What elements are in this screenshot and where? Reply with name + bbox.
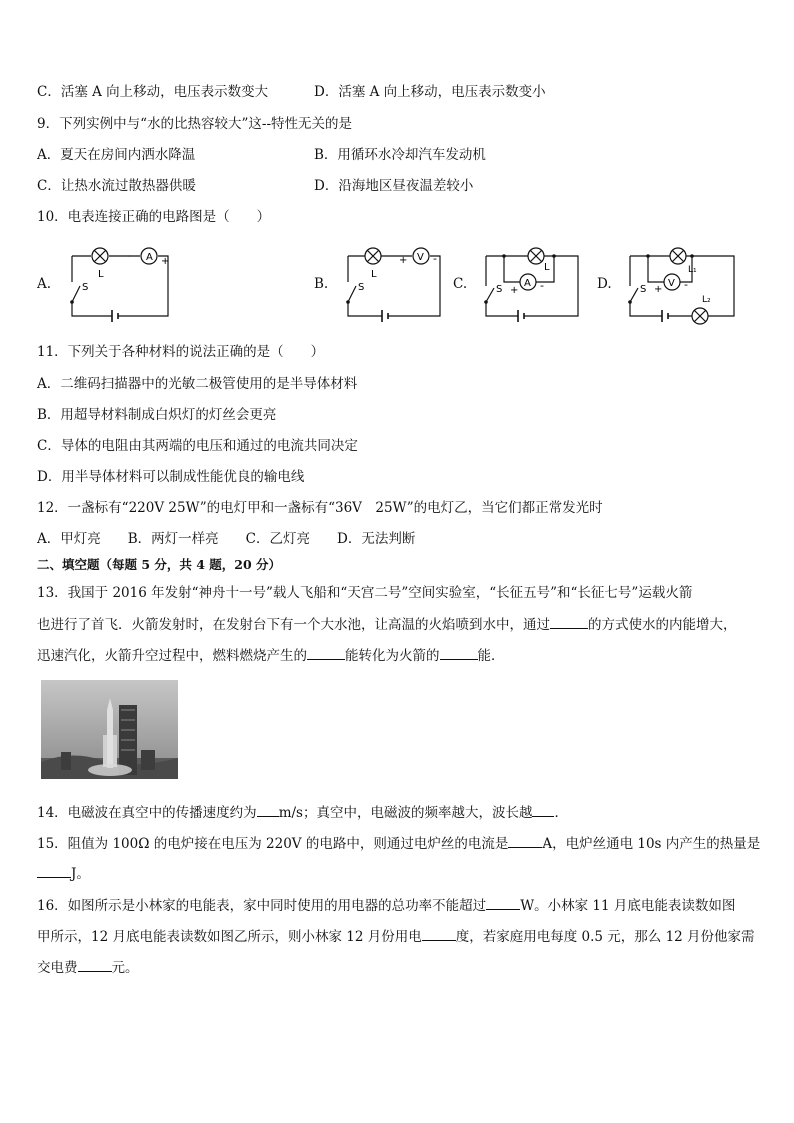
q14-text: ． (554, 805, 568, 821)
q13-line2 (37, 615, 737, 634)
switch-label: S (496, 284, 503, 295)
plus-sign: + (510, 285, 519, 296)
minus-sign: - (684, 278, 688, 291)
ammeter-label: A (524, 278, 531, 289)
q11-option-b: B．用超导材料制成白炽灯的灯丝会更亮 (37, 407, 277, 423)
voltmeter-label: V (668, 278, 675, 289)
q16-line3 (37, 958, 139, 977)
q12-options: A．甲灯亮 B．两灯一样亮 C．乙灯亮 D．无法判断 (37, 531, 416, 547)
lamp-label: L (98, 269, 104, 280)
circuit-diagram-b (336, 244, 451, 324)
q15-text: A，电炉丝通电 10s 内产生的热量是 (542, 836, 761, 852)
q16-line1 (37, 896, 735, 915)
answer-blank[interactable] (508, 834, 542, 848)
q10-label-d: D. (597, 276, 612, 292)
switch-icon (348, 286, 356, 302)
q13-text: 也进行了首飞．火箭发射时，在发射台下有一个大水池，让高温的火焰喷到水中，通过 (37, 617, 550, 633)
q8-option-d: D．活塞 A 向上移动，电压表示数变小 (314, 84, 546, 100)
switch-label: S (358, 282, 365, 293)
minus-sign: - (433, 252, 437, 265)
q13-line1: 13．我国于 2016 年发射“神舟十一号”载人飞船和“天宫二号”空间实验室，“长征五号”和“长征七号”运载火箭 (37, 585, 693, 601)
answer-blank[interactable] (440, 646, 478, 660)
q9-option-c: C．让热水流过散热器供暖 (37, 178, 196, 194)
minus-sign: - (540, 279, 544, 292)
q15-text: J。 (71, 866, 90, 882)
switch-icon (630, 288, 638, 302)
q16-text: 元。 (111, 960, 139, 976)
switch-icon (72, 286, 80, 302)
battery-icon (112, 310, 118, 322)
lamp-label: L (544, 262, 550, 273)
q13-text: 的方式使水的内能增大， (588, 617, 737, 633)
answer-blank[interactable] (550, 615, 588, 629)
q10-label-c: C. (453, 276, 468, 292)
battery-icon (382, 310, 388, 322)
lamp-label: L (371, 269, 377, 280)
answer-blank[interactable] (422, 927, 456, 941)
q13-text: 迅速汽化，火箭升空过程中，燃料燃烧产生的 (37, 648, 307, 664)
circuit-diagram-d (618, 244, 748, 326)
q15-line1 (37, 834, 760, 853)
q10-label-a: A. (37, 276, 52, 292)
circuit-diagram-c (474, 244, 589, 324)
q10-stem: 10．电表连接正确的电路图是（ ） (37, 209, 271, 225)
q16-line2 (37, 927, 755, 946)
ammeter-label: A (146, 252, 153, 263)
q11-stem: 11．下列关于各种材料的说法正确的是（ ） (37, 344, 325, 360)
q8-option-c: C．活塞 A 向上移动，电压表示数变大 (37, 84, 269, 100)
q12-stem: 12．一盏标有“220V 25W”的电灯甲和一盏标有“36V 25W”的电灯乙，当它们都正常发光时 (37, 500, 603, 516)
minus-sign: - (127, 249, 131, 262)
battery-icon (662, 310, 668, 322)
q14-line (37, 803, 568, 822)
q11-option-c: C．导体的电阻由其两端的电压和通过的电流共同决定 (37, 438, 358, 454)
q16-text: 交电费 (37, 960, 78, 976)
switch-label: S (82, 282, 89, 293)
q13-text: 能． (477, 648, 505, 664)
answer-blank[interactable] (486, 896, 520, 910)
answer-blank[interactable] (257, 803, 279, 817)
q9-stem: 9．下列实例中与“水的比热容较大”这--特性无关的是 (37, 116, 353, 132)
q14-text: 14．电磁波在真空中的传播速度约为 (37, 805, 257, 821)
plus-sign: + (161, 256, 170, 267)
q11-option-a: A．二维码扫描器中的光敏二极管使用的是半导体材料 (37, 376, 358, 392)
q9-option-b: B．用循环水冷却汽车发动机 (314, 147, 486, 163)
q13-line3 (37, 646, 505, 665)
q16-text: 甲所示，12 月底电能表读数如图乙所示，则小林家 12 月份用电 (37, 929, 422, 945)
q16-text: W。小林家 11 月底电能表读数如图 (520, 898, 736, 914)
switch-label: S (640, 284, 647, 295)
plus-sign: + (399, 255, 408, 266)
rocket-launch-photo (41, 680, 178, 779)
voltmeter-label: V (417, 252, 424, 263)
q10-label-b: B. (314, 276, 329, 292)
q11-option-d: D．用半导体材料可以制成性能优良的输电线 (37, 469, 305, 485)
q9-option-a: A．夏天在房间内洒水降温 (37, 147, 196, 163)
answer-blank[interactable] (37, 864, 71, 878)
lamp-l1-label: L₁ (688, 265, 697, 275)
q15-line2 (37, 864, 90, 883)
answer-blank[interactable] (78, 958, 112, 972)
lamp-l2-label: L₂ (702, 295, 711, 305)
battery-icon (518, 310, 524, 322)
q16-text: 度，若家庭用电每度 0.5 元，那么 12 月份他家需 (455, 929, 755, 945)
q13-text: 能转化为火箭的 (345, 648, 440, 664)
q16-text: 16．如图所示是小林家的电能表，家中同时使用的用电器的总功率不能超过 (37, 898, 487, 914)
plus-sign: + (654, 284, 663, 295)
circuit-diagram-a (60, 244, 180, 324)
q15-text: 15．阻值为 100Ω 的电炉接在电压为 220V 的电路中，则通过电炉丝的电流是 (37, 836, 509, 852)
answer-blank[interactable] (532, 803, 554, 817)
q14-text: m/s；真空中，电磁波的频率越大，波长越 (278, 805, 533, 821)
section-title: 二、填空题（每题 5 分，共 4 题，20 分） (37, 557, 282, 572)
answer-blank[interactable] (307, 646, 345, 660)
switch-icon (486, 288, 494, 302)
q9-option-d: D．沿海地区昼夜温差较小 (314, 178, 474, 194)
